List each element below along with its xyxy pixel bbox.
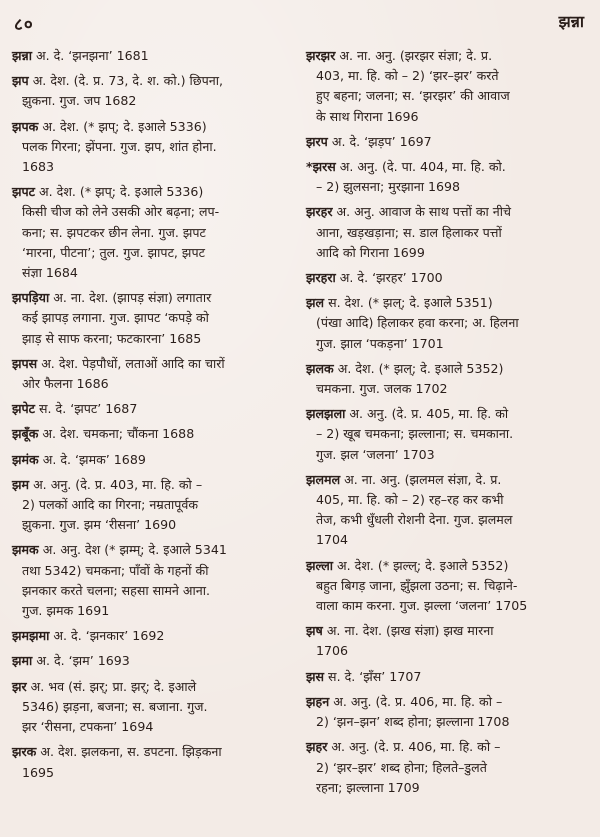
entry-headword: झलझला [306,406,346,422]
entry-continuation-line: तथा 5342) चमकना; पाँवों के गहनों की [22,562,209,578]
entry-headword: *झरस [306,159,336,175]
entry-headword: झमा [12,653,33,669]
entry-continuation-line: – 2) झुलसना; मुरझाना 1698 [316,179,461,195]
entry-continuation-line: किसी चीज को लेने उसकी ओर बढ़ना; लप- [22,204,220,220]
entry-first-line [306,202,590,222]
entry-headword: झष [306,623,323,639]
entry-continuation-line: (पंखा आदि) हिलाकर हवा करना; अ. हिलना [316,315,519,331]
entry-definition-text: अ. अनु. (दे. प्र. 405, मा. हि. को [345,406,509,422]
dictionary-entry [12,288,295,349]
left-column [12,46,295,788]
entry-headword: झमक [12,542,39,558]
entry-first-line [306,132,590,152]
entry-first-line [12,475,295,495]
entry-first-line [12,288,295,308]
dictionary-entry [12,71,295,111]
page-number: ८० [14,15,34,35]
entry-first-line [306,621,590,641]
entry-definition-text: अ. ना. देश. (झख संज्ञा) झख मारना [322,623,494,639]
column-gutter [300,46,301,826]
entry-headword: झलक [306,360,334,376]
dictionary-entry [12,399,295,419]
entry-definition-text: स. दे. ‘झँस’ 1707 [324,668,422,684]
dictionary-entry [12,540,295,621]
entry-continuation-line: गुज. झमक 1691 [22,603,110,619]
entry-headword: झरहर [306,204,333,220]
entry-continuation-line: 2) ‘झन–झन’ शब्द होना; झल्लाना 1708 [316,714,510,730]
entry-definition-text: अ. देश. (* झल्ल्; दे. इआले 5352) [333,557,509,573]
guide-word: झन्ना [558,12,584,31]
entry-continuation-line: हुए बहना; जलना; स. ‘झरझर’ की आवाज [316,88,510,104]
entry-first-line [306,46,590,66]
entry-first-line [12,540,295,560]
entry-continuation-line: झर ‘रीसना, टपकना’ 1694 [22,719,154,735]
entry-definition-text: अ. भव (सं. झर्; प्रा. झर्; दे. इआले [26,678,197,694]
entry-definition-text: अ. देश. पेड़पौधों, लताओं आदि का चारों [37,355,225,371]
entry-continuation-line: 1706 [316,643,349,659]
entry-first-line [12,651,295,671]
entry-definition-text: अ. ना. देश. (झापड़ संज्ञा) लगातार [49,290,212,306]
entry-headword: झरप [306,133,328,149]
entry-definition-text: अ. अनु. (दे. प्र. 406, मा. हि. को – [327,739,501,755]
entry-continuation-line: 403, मा. हि. को – 2) ‘झर–झर’ करते [316,68,499,84]
entry-continuation-line: आदि को गिराना 1699 [316,244,425,260]
entry-definition-text: अ. दे. ‘झमक’ 1689 [38,451,146,467]
entry-headword: झरक [12,744,37,760]
entry-definition-text: अ. दे. ‘झड़प’ 1697 [327,133,432,149]
entry-first-line [12,677,295,697]
entry-first-line [12,399,295,419]
entry-definition-text: अ. अनु. (दे. प्र. 406, मा. हि. को – [329,693,503,709]
dictionary-entry [12,46,295,66]
entry-continuation-line: 405, मा. हि. को – 2) रह–रह कर कभी [316,492,504,508]
dictionary-entry [306,621,590,661]
entry-continuation-line: ओर फैलना 1686 [22,376,109,392]
entry-headword: झरझर [306,48,336,63]
entry-first-line [12,742,295,762]
entry-first-line [306,268,590,288]
entry-headword: झपड़िया [12,290,50,306]
entry-continuation-line: संज्ञा 1684 [22,265,78,281]
entry-continuation-line: गुज. झल ‘जलना’ 1703 [316,446,435,462]
entry-headword: झमझमा [12,628,50,644]
entry-first-line [12,424,295,444]
dictionary-entry [306,404,590,465]
entry-first-line [12,182,295,202]
entry-headword: झपेट [12,401,36,417]
entry-headword: झपट [12,184,36,200]
entry-headword: झर [12,678,27,694]
entry-continuation-line: वाला काम करना. गुज. झल्ला ‘जलना’ 1705 [316,598,528,614]
entry-first-line [306,470,590,490]
dictionary-entry [12,117,295,178]
entry-definition-text: अ. अनु. आवाज के साथ पत्तों का नीचे [332,204,512,220]
dictionary-entry [12,626,295,646]
dictionary-entry [306,556,590,617]
entry-definition-text: अ. देश. (* झप्; दे. इआले 5336) [35,184,204,200]
entry-headword: झरहरा [306,270,336,286]
dictionary-entry [12,424,295,444]
entry-continuation-line: 2) ‘झर–झर’ शब्द होना; हिलते–डुलते [316,759,487,775]
dictionary-entry [12,182,295,283]
entry-first-line [12,450,295,470]
entry-first-line [306,157,590,177]
entry-continuation-line: 1695 [22,764,55,780]
entry-first-line [306,404,590,424]
entry-continuation-line: आना, खड़खड़ाना; स. डाल हिलाकर पत्तों [316,224,502,240]
entry-headword: झन्ना [12,48,32,63]
entry-definition-text: अ. दे. ‘झम’ 1693 [32,653,130,669]
entry-definition-text: अ. अनु. (दे. पा. 404, मा. हि. को. [335,159,506,175]
entry-definition-text: अ. देश. चमकना; चौंकना 1688 [38,426,195,442]
entry-definition-text: अ. दे. ‘झनकार’ 1692 [49,628,165,644]
entry-headword: झपस [12,355,38,371]
page-header [0,0,600,40]
dictionary-entry [306,268,590,288]
dictionary-entry [12,651,295,671]
entry-continuation-line: झुकना. गुज. झम ‘रीसना’ 1690 [22,517,177,533]
dictionary-entry [306,737,590,798]
entry-definition-text: अ. ना. अनु. (झरझर संज्ञा; दे. प्र. [335,48,493,63]
entry-continuation-line: गुज. झाल ‘पकड़ना’ 1701 [316,335,444,351]
dictionary-entry [12,354,295,394]
entry-headword: झप [12,73,29,89]
entry-definition-text: अ. दे. ‘झरहर’ 1700 [335,270,443,286]
dictionary-entry [306,470,590,551]
entry-definition-text: अ. देश. (* झप्; दे. इआले 5336) [38,118,207,134]
entry-continuation-line: – 2) खूब चमकना; झल्लाना; स. चमकाना. [316,426,514,442]
dictionary-entry [12,677,295,738]
entry-first-line [12,626,295,646]
entry-headword: झल्ला [306,557,334,573]
dictionary-entry [12,450,295,470]
entry-definition-text: स. देश. (* झल्; दे. इआले 5351) [324,295,493,311]
entry-first-line [12,354,295,374]
entry-definition-text: अ. देश. झलकना, स. डपटना. झिड़कना [36,744,222,760]
entry-definition-text: अ. दे. ‘झनझना’ 1681 [31,48,149,63]
entry-headword: झल [306,295,325,311]
entry-headword: झहर [306,739,328,755]
entry-continuation-line: 1683 [22,159,55,175]
entry-first-line [306,737,590,757]
entry-first-line [306,556,590,576]
entry-continuation-line: तेज, कभी धुँधली रोशनी देना. गुज. झलमल [316,512,513,528]
entry-first-line [12,117,295,137]
entry-headword: झम [12,476,30,492]
entry-definition-text: अ. अनु. (दे. प्र. 403, मा. हि. को – [29,476,203,492]
dictionary-entry [306,667,590,687]
entry-continuation-line: के साथ गिराना 1696 [316,108,419,124]
dictionary-entry [306,293,590,354]
entry-headword: झहन [306,693,330,709]
entry-continuation-line: ‘मारना, पीटना’; तुल. गुज. झापट, झपट [22,244,205,260]
entry-definition-text: स. दे. ‘झपट’ 1687 [35,401,138,417]
entry-continuation-line: झनकार करते चलना; सहसा सामने आना. [22,582,211,598]
entry-first-line [306,667,590,687]
entry-continuation-line: चमकना. गुज. जलक 1702 [316,381,448,397]
entry-continuation-line: झाड़ से साफ करना; फटकारना’ 1685 [22,330,202,346]
entry-first-line [306,359,590,379]
entry-continuation-line: झुकना. गुज. जप 1682 [22,93,137,109]
dictionary-entry [306,46,590,127]
entry-headword: झमंक [12,451,39,467]
entry-continuation-line: कई झापड़ लगाना. गुज. झापट ‘कपड़े को [22,310,209,326]
dictionary-entry [306,157,590,197]
entry-headword: झलमल [306,471,341,487]
entry-definition-text: अ. अनु. देश (* झम्म्; दे. इआले 5341 [38,542,227,558]
entry-continuation-line: 2) पलकों आदि का गिरना; नम्रतापूर्वक [22,497,199,513]
entry-headword: झबूँक [12,426,39,442]
dictionary-entry [12,475,295,536]
dictionary-entry [12,742,295,782]
entry-continuation-line: 1704 [316,532,349,548]
entry-continuation-line: पलक गिरना; झेंपना. गुज. झप, शांत होना. [22,138,217,154]
entry-definition-text: अ. ना. अनु. (झलमल संज्ञा, दे. प्र. [340,471,502,487]
dictionary-entry [306,692,590,732]
entry-definition-text: अ. देश. (दे. प्र. 73, दे. श. को.) छिपना, [28,73,224,89]
dictionary-entry [306,359,590,399]
entry-headword: झस [306,668,325,684]
entry-continuation-line: 5346) झड़ना, बजना; स. बजाना. गुज. [22,698,208,714]
entry-definition-text: अ. देश. (* झल्; दे. इआले 5352) [333,360,504,376]
dictionary-entry [306,202,590,263]
dictionary-entry [306,132,590,152]
right-column [306,46,590,803]
entry-first-line [306,692,590,712]
entry-headword: झपक [12,118,39,134]
entry-continuation-line: रहना; झल्लाना 1709 [316,779,420,795]
entry-first-line [12,46,295,66]
entry-continuation-line: बहुत बिगड़ जाना, झुँझला उठना; स. चिढ़ाने- [316,577,518,593]
entry-first-line [306,293,590,313]
entry-first-line [12,71,295,91]
entry-continuation-line: कना; स. झपटकर छीन लेना. गुज. झपट [22,224,206,240]
